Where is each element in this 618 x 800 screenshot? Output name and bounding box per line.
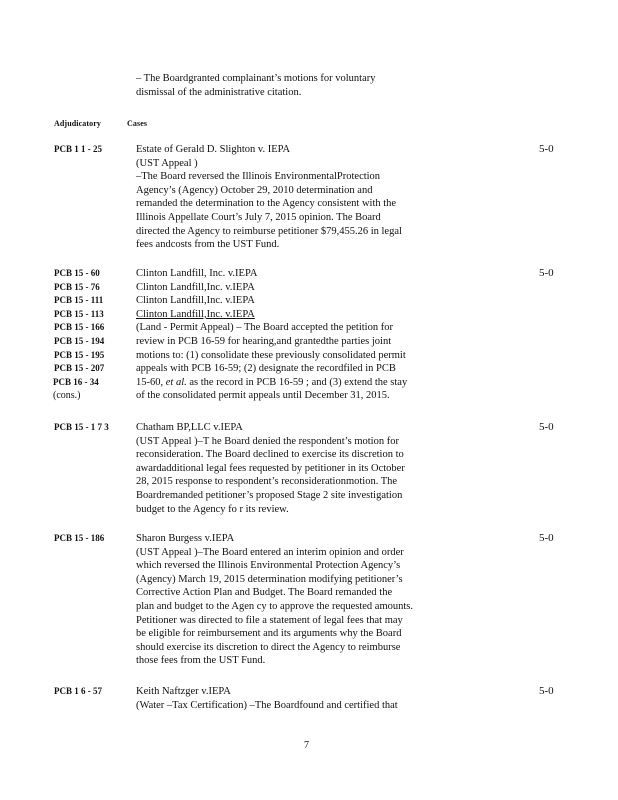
case-line: remanded the determination to the Agency consistent with the	[136, 198, 397, 210]
case-line: Petitioner was directed to file a statement of legal fees that may	[136, 614, 403, 626]
case-numbers	[54, 532, 134, 546]
case-number: PCB 15 - 111	[54, 295, 104, 306]
intro-line: – The Boardgranted complainant’s motions for voluntary	[136, 73, 376, 84]
case-numbers	[54, 421, 134, 435]
case-line: (UST Appeal )–The Board entered an interim opinion and order	[136, 546, 404, 558]
case-text	[136, 143, 444, 252]
case-line: Illinois Appellate Court’s July 7, 2015 opinion. The Board	[136, 211, 381, 223]
case-line: fees andcosts from the UST Fund.	[136, 239, 280, 251]
case-number: PCB 15 - 186	[54, 533, 105, 543]
case-line: be eligible for reimbursement and its arguments why the Board	[136, 628, 402, 640]
case-line: Clinton Landfill,Inc. v.IEPA	[136, 295, 255, 307]
case-line: appeals with PCB 16-59; (2) designate the recordfiled in PCB	[136, 363, 396, 375]
heading-cases: Cases	[127, 119, 148, 128]
case-number: PCB 15 - 166	[54, 322, 105, 333]
case-line: should exercise its discretion to direct the Agency to reimburse	[136, 641, 401, 653]
case-line	[136, 376, 444, 390]
case-line: Keith Naftzger v.IEPA	[136, 686, 231, 697]
case-line-underlined: Clinton Landfill,Inc. v.IEPA	[136, 308, 255, 320]
case-numbers	[54, 143, 134, 157]
case-numbers	[54, 267, 134, 403]
vote-count: 5-0	[539, 685, 554, 697]
case-numbers	[54, 685, 134, 699]
heading-adjudicatory: Adjudicatory	[54, 119, 101, 128]
case-text	[136, 267, 444, 403]
case-line: (Land - Permit Appeal) – The Board accepted the petition for	[136, 322, 393, 334]
case-line: budget to the Agency fo r its review.	[136, 503, 289, 515]
case-line: awardadditional legal fees requested by petitioner in its October	[136, 462, 405, 474]
case-line: Clinton Landfill,Inc. v.IEPA	[136, 281, 255, 293]
case-number: PCB 15 - 195	[54, 349, 105, 360]
case-number: PCB 15 - 60	[54, 268, 100, 278]
italic-et-al: et al.	[165, 376, 187, 388]
case-number: PCB 15 - 1 7 3	[54, 422, 109, 432]
case-line: plan and budget to the Agen cy to approve the requested amounts.	[136, 600, 414, 612]
case-line: of the consolidated permit appeals until December 31, 2015.	[136, 390, 390, 402]
case-line: motions to: (1) consolidate these previously consolidated permit	[136, 349, 406, 361]
case-line: (UST Appeal )	[136, 157, 198, 169]
case-line: Clinton Landfill, Inc. v.IEPA	[136, 268, 258, 279]
case-text	[136, 421, 444, 516]
vote-count: 5-0	[539, 421, 554, 433]
case-number: PCB 15 - 194	[54, 335, 105, 346]
case-number: PCB 15 - 113	[54, 308, 104, 319]
case-line: Corrective Action Plan and Budget. The Board remanded the	[136, 587, 393, 599]
intro-paragraph	[136, 72, 436, 99]
case-number: PCB 1 1 - 25	[54, 144, 102, 154]
case-line: (UST Appeal )–T he Board denied the respondent’s motion for	[136, 435, 399, 447]
case-line: 28, 2015 response to respondent’s reconsiderationmotion. The	[136, 476, 398, 488]
case-line: –The Board reversed the Illinois EnvironmentalProtection	[136, 171, 381, 183]
case-line: reconsideration. The Board declined to exercise its discretion to	[136, 449, 404, 461]
case-text	[136, 532, 444, 668]
case-line: those fees from the UST Fund.	[136, 655, 266, 667]
case-line: (Water –Tax Certification) –The Boardfound and certified that	[136, 699, 398, 711]
page-number: 7	[304, 740, 309, 751]
vote-count: 5-0	[539, 267, 554, 279]
vote-count: 5-0	[539, 143, 554, 155]
case-line: directed the Agency to reimburse petitioner $79,455.26 in legal	[136, 225, 402, 237]
vote-count: 5-0	[539, 532, 554, 544]
case-line: Chatham BP,LLC v.IEPA	[136, 422, 243, 433]
case-line: (Agency) March 19, 2015 determination modifying petitioner’s	[136, 573, 403, 585]
case-number: PCB 15 - 76	[54, 281, 100, 292]
case-text	[136, 685, 444, 712]
case-line: which reversed the Illinois Environmental Protection Agency’s	[136, 560, 401, 572]
case-line-part: as the record in PCB 16-59 ; and (3) extend the stay	[186, 376, 408, 388]
case-line: Sharon Burgess v.IEPA	[136, 533, 235, 544]
case-line: Estate of Gerald D. Slighton v. IEPA	[136, 144, 291, 155]
case-line-part: 15-60,	[136, 376, 164, 388]
case-number: PCB 1 6 - 57	[54, 686, 102, 696]
intro-line: dismissal of the administrative citation.	[136, 86, 302, 98]
case-number: PCB 15 - 207	[54, 363, 105, 374]
case-number-cons: (cons.)	[53, 390, 81, 402]
case-number: PCB 16 - 34	[53, 376, 99, 387]
case-line: Boardremanded petitioner’s proposed Stage 2 site investigation	[136, 489, 403, 501]
case-line: Agency’s (Agency) October 29, 2010 determination and	[136, 184, 373, 196]
case-line: review in PCB 16-59 for hearing,and grantedthe parties joint	[136, 335, 392, 347]
